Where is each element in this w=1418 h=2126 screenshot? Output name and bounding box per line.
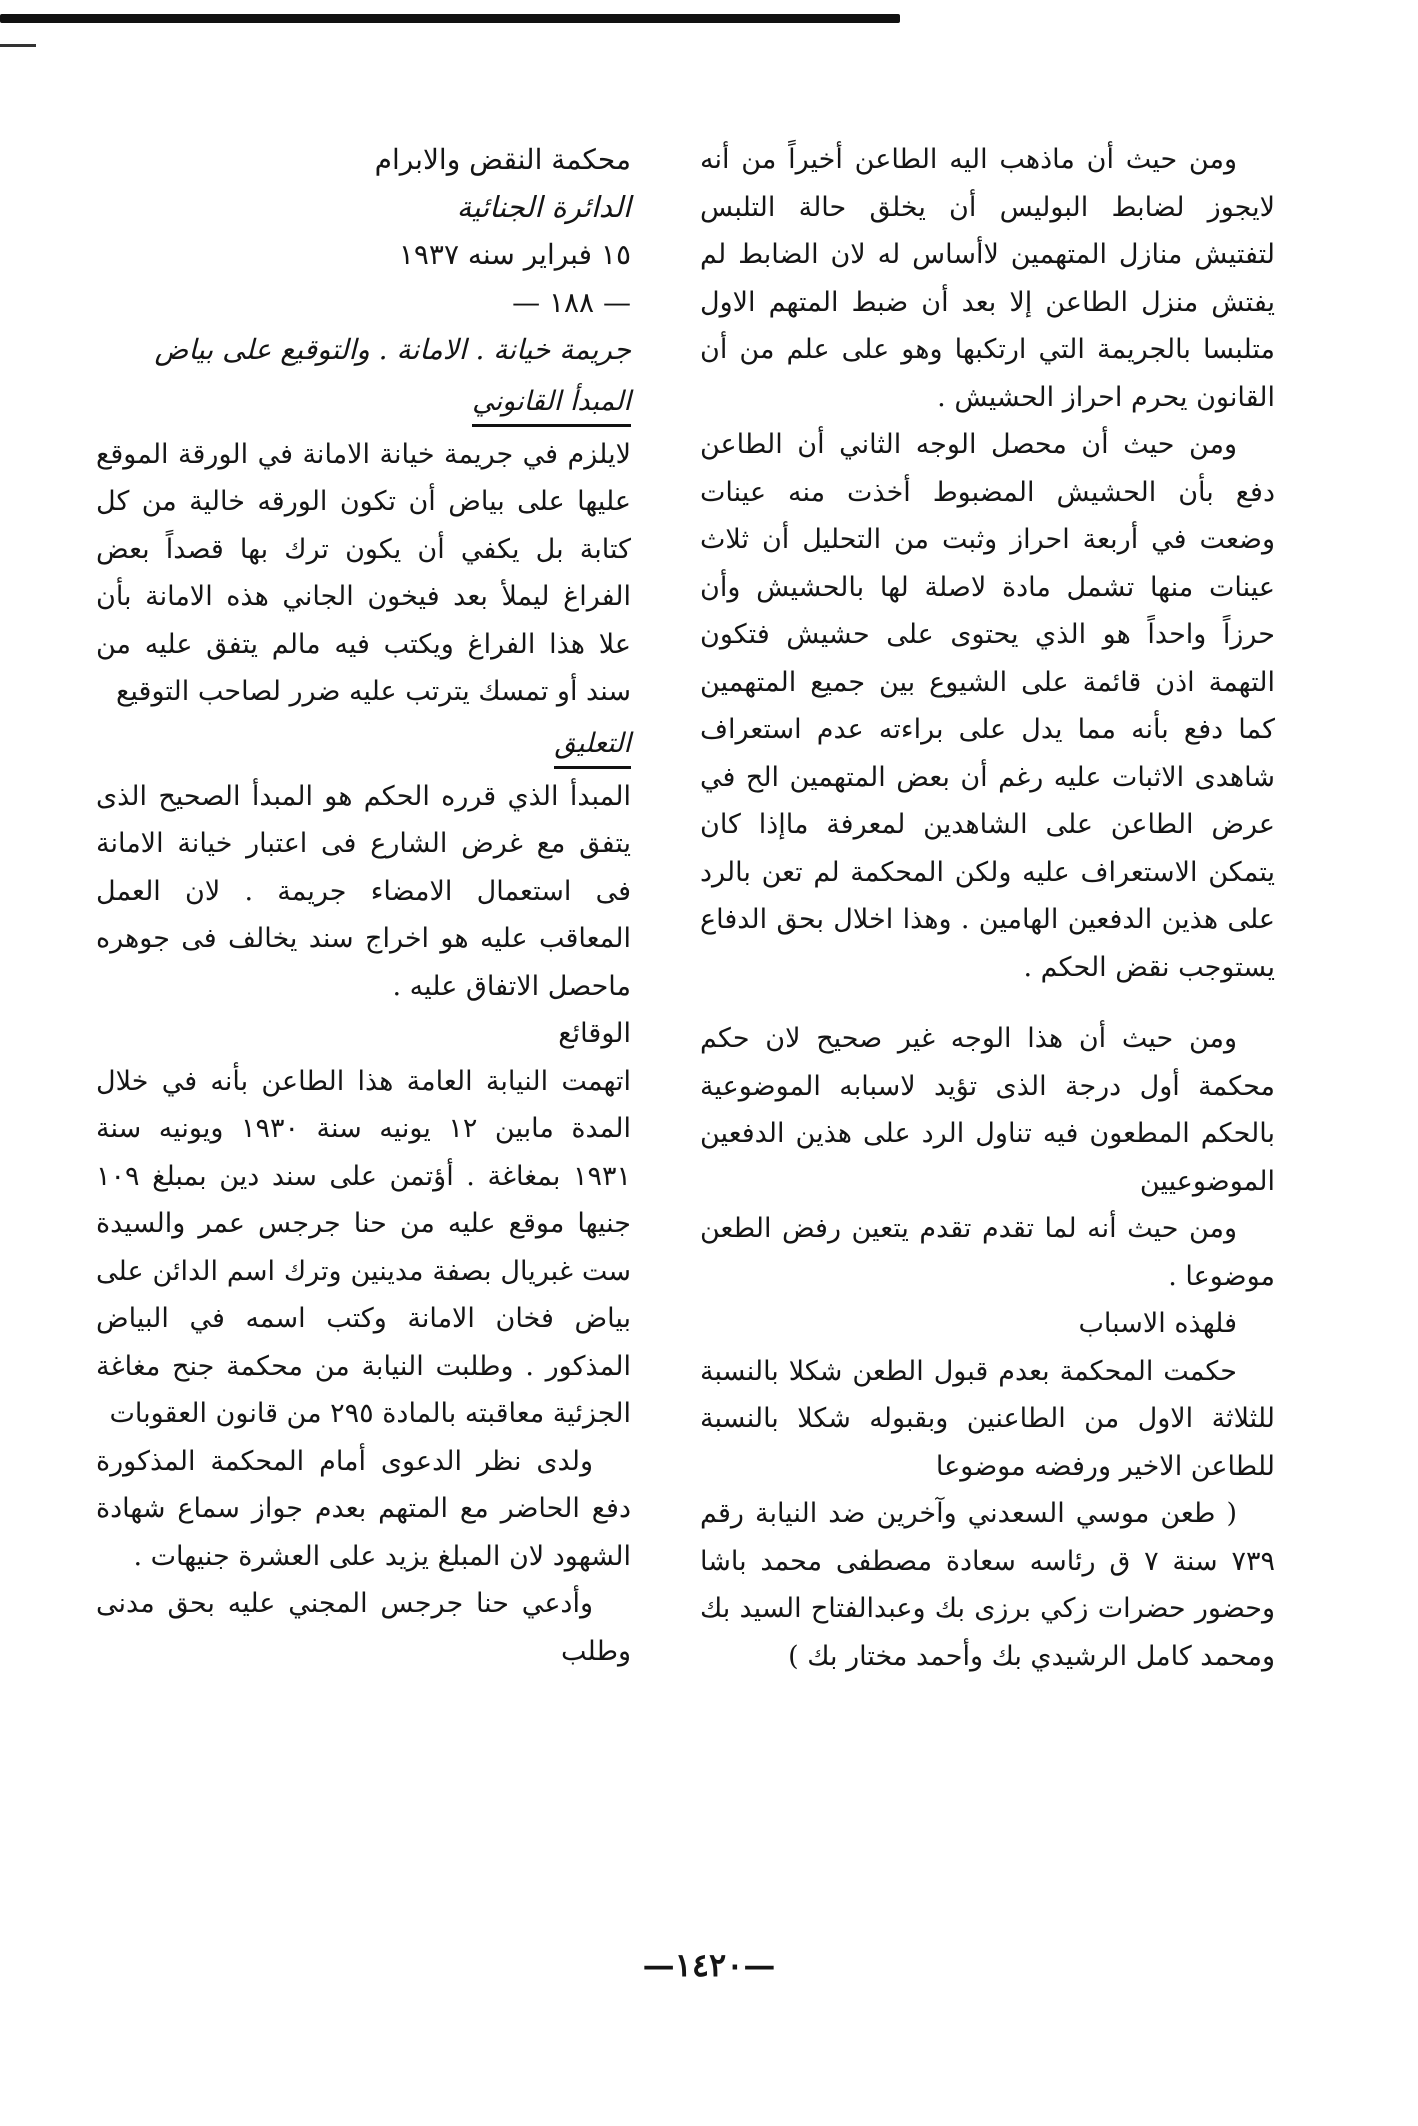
paragraph-3: ومن حيث أن هذا الوجه غير صحيح لان حكم محكمة أول درجة الذى تؤيد لاسبابه الموضوعية بالحكم المطعون فيه تناول الرد على هذين الدفعين الموضوعيين	[700, 1023, 1275, 1197]
principle-text: لايلزم في جريمة خيانة الامانة في الورقة الموقع عليها على بياض أن تكون الورقه خالية من كل كتابة بل يكفي أن يكون ترك بها قصداً بعض الفراغ ليملأ بعد فيخون الجاني هذه الامانة بأن علا هذا الفراغ ويكتب فيه مالم يتفق عليه من سند أو تمسك يترتب عليه ضرر لصاحب التوقيع	[96, 438, 631, 707]
paragraph-1: ومن حيث أن ماذهب اليه الطاعن أخيراً من أنه لايجوز لضابط البوليس أن يخلق حالة التلبس لتفتيش منازل المتهمين لاأساس له لان الضابط لم يفتش منزل الطاعن إلا بعد أن ضبط المتهم الاول متلبسا بالجريمة التي ارتكبها وهو على علم من أن القانون يحرم احراز الحشيش .	[700, 144, 1275, 413]
principle-heading: المبدأ القانوني	[472, 380, 631, 427]
case-number: — ١٨٨ —	[512, 285, 631, 319]
court-name: محكمة النقض والابرام	[374, 143, 631, 176]
commentary-heading: التعليق	[554, 722, 631, 769]
case-reference: ( طعن موسي السعدني وآخرين ضد النيابة رقم ٧٣٩ سنة ٧ ق رئاسه سعادة مصطفى محمد باشا وحضور حضرات زكي برزى بك وعبدالفتاح السيد بك ومحمد كامل الرشيدي بك وأحمد مختار بك )	[700, 1498, 1275, 1672]
top-rule-tick	[0, 44, 36, 47]
claim-text: وأدعي حنا جرجس المجني عليه بحق مدنى وطلب	[96, 1588, 631, 1667]
reasons-heading: فلهذه الاسباب	[1078, 1308, 1237, 1339]
facts-heading: الوقائع	[558, 1018, 631, 1049]
ruling-text: حكمت المحكمة بعدم قبول الطعن شكلا بالنسبة للثلاثة الاول من الطاعنين وبقبوله شكلا بالنسبة للطاعن الاخير ورفضه موضوعا	[700, 1355, 1275, 1482]
case-date: ١٥ فبراير سنه ١٩٣٧	[398, 238, 631, 271]
left-column	[96, 136, 631, 1675]
commentary-text: المبدأ الذي قرره الحكم هو المبدأ الصحيح الذى يتفق مع غرض الشارع فى اعتبار خيانة الامانة فى استعمال الامضاء جريمة . لان العمل المعاقب عليه هو اخراج سند يخالف فى جوهره ماحصل الاتفاق عليه .	[96, 780, 631, 1002]
facts-text: اتهمت النيابة العامة هذا الطاعن بأنه في خلال المدة مابين ١٢ يونيه سنة ١٩٣٠ ويونيه سنة ١٩٣١ بمغاغة . أؤتمن على سند دين بمبلغ ١٠٩ جنيها موقع عليه من حنا جرجس عمر والسيدة ست غبريال بصفة مدينين وترك اسم الدائن على بياض فخان الامانة وكتب اسمه في البياض المذكور . وطلبت النيابة من محكمة جنح مغاغة الجزئية معاقبته بالمادة ٢٩٥ من قانون العقوبات	[96, 1065, 631, 1429]
top-rule	[0, 14, 900, 23]
right-column	[700, 136, 1275, 1680]
paragraph-4: ومن حيث أنه لما تقدم تقدم يتعين رفض الطعن موضوعا .	[700, 1213, 1275, 1292]
paragraph-2: ومن حيث أن محصل الوجه الثاني أن الطاعن دفع بأن الحشيش المضبوط أخذت منه عينات وضعت في أربعة احراز وثبت من التحليل أن ثلاث عينات منها تشمل مادة لاصلة لها بالحشيش وأن حرزاً واحداً هو الذي يحتوى على حشيش فتكون التهمة اذن قائمة على الشيوع بين جميع المتهمين كما دفع بأنه مما يدل على براءته عدم استعراف شاهدى الاثبات عليه رغم أن بعض المتهمين الح في عرض الطاعن على الشاهدين لمعرفة ماإذا كان يتمكن الاستعراف عليه ولكن المحكمة لم تعن بالرد على هذين الدفعين الهامين . وهذا اخلال بحق الدفاع يستوجب نقض الحكم .	[700, 429, 1275, 983]
hearing-text: ولدى نظر الدعوى أمام المحكمة المذكورة دفع الحاضر مع المتهم بعدم جواز سماع شهادة الشهود لان المبلغ يزيد على العشرة جنيهات .	[96, 1445, 631, 1572]
page-number: —١٤٢٠—	[642, 1946, 776, 1984]
case-subject: جريمة خيانة . الامانة . والتوقيع على بياض	[154, 333, 631, 366]
circuit-name: الدائرة الجنائية	[456, 189, 631, 224]
